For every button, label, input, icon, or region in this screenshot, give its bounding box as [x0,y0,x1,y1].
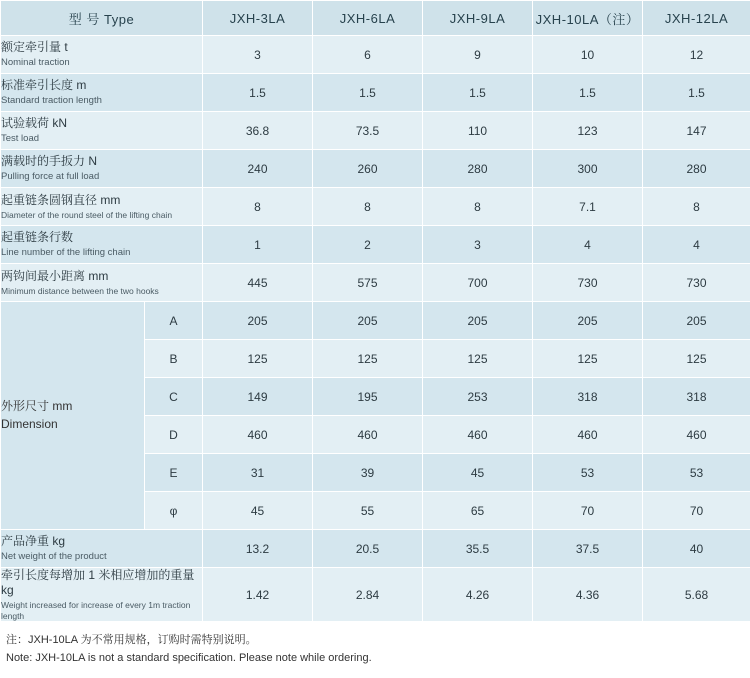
cell-value: 730 [643,264,750,302]
cell-value: 4 [643,226,750,264]
table-row [1,74,750,112]
row-label-en: Weight increased for increase of every 1m traction length [1,600,191,621]
cell-value: 260 [313,150,423,188]
cell-value: 13.2 [203,530,313,568]
cell-value: 205 [203,302,313,340]
cell-value: 730 [533,264,643,302]
row-label-en: Standard traction length [1,95,102,107]
row-label-en: Pulling force at full load [1,171,100,183]
cell-value: 4 [533,226,643,264]
cell-value: 8 [203,188,313,226]
cell-value: 205 [313,302,423,340]
cell-value: 12 [643,36,750,74]
cell-value: 53 [533,454,643,492]
table-row [1,264,750,302]
cell-value: 1.5 [533,74,643,112]
cell-value: 445 [203,264,313,302]
cell-value: 70 [533,492,643,530]
cell-value: 125 [203,340,313,378]
row-label-en: Minimum distance between the two hooks [1,285,159,296]
row-label-chain-steel-diameter [1,188,203,226]
cell-value: 65 [423,492,533,530]
header-column-2: JXH-9LA [423,1,533,36]
cell-value: 4.36 [533,568,643,622]
row-label-cn: 起重链条行数 [1,230,74,245]
cell-value: 70 [643,492,750,530]
dimension-sub-label: A [145,302,203,340]
dimension-sub-label: C [145,378,203,416]
cell-value: 205 [533,302,643,340]
row-label-en: Test load [1,133,40,145]
header-column-0: JXH-3LA [203,1,313,36]
row-label-cn: 牵引长度每增加 1 米相应增加的重量 kg [1,568,195,597]
row-label-net-weight [1,530,203,568]
header-column-1: JXH-6LA [313,1,423,36]
row-label-en: Net weight of the product [1,551,107,563]
row-label-en: Dimension [1,416,58,431]
cell-value: 205 [643,302,750,340]
row-label-cn: 起重链条圆钢直径 mm [1,192,121,207]
row-label-test-load [1,112,203,150]
cell-value: 3 [203,36,313,74]
cell-value: 5.68 [643,568,750,622]
cell-value: 700 [423,264,533,302]
table-row [1,112,750,150]
cell-value: 460 [643,416,750,454]
row-label-cn: 两钩间最小距离 mm [1,268,109,283]
header-type-label: 型 号 Type [1,1,203,36]
cell-value: 1.5 [203,74,313,112]
cell-value: 1.5 [313,74,423,112]
cell-value: 53 [643,454,750,492]
table-footnote [0,622,750,667]
dimension-sub-label: φ [145,492,203,530]
table-row [1,150,750,188]
cell-value: 318 [533,378,643,416]
cell-value: 2.84 [313,568,423,622]
cell-value: 20.5 [313,530,423,568]
dimension-sub-label: B [145,340,203,378]
cell-value: 240 [203,150,313,188]
cell-value: 253 [423,378,533,416]
table-row [1,188,750,226]
cell-value: 1.5 [423,74,533,112]
table-row [1,226,750,264]
row-label-en: Line number of the lifting chain [1,247,131,259]
row-label-en: Nominal traction [1,57,70,69]
cell-value: 1.42 [203,568,313,622]
row-label-en: Diameter of the round steel of the lifting chain [1,209,173,220]
cell-value: 39 [313,454,423,492]
cell-value: 10 [533,36,643,74]
table-row [1,530,750,568]
row-label-cn: 外形尺寸 mm [1,399,73,414]
cell-value: 45 [423,454,533,492]
cell-value: 460 [423,416,533,454]
row-label-cn: 产品净重 kg [1,534,66,549]
cell-value: 149 [203,378,313,416]
cell-value: 45 [203,492,313,530]
cell-value: 318 [643,378,750,416]
header-column-3: JXH-10LA（注） [533,1,643,36]
cell-value: 4.26 [423,568,533,622]
cell-value: 2 [313,226,423,264]
cell-value: 9 [423,36,533,74]
row-label-cn: 额定牵引量 t [1,40,68,55]
row-label-pulling-force [1,150,203,188]
cell-value: 73.5 [313,112,423,150]
cell-value: 460 [313,416,423,454]
cell-value: 3 [423,226,533,264]
row-label-cn: 标准牵引长度 m [1,78,87,93]
row-label-chain-line-number [1,226,203,264]
row-label-dimension [1,302,145,530]
row-label-min-hook-distance [1,264,203,302]
cell-value: 55 [313,492,423,530]
cell-value: 460 [203,416,313,454]
cell-value: 35.5 [423,530,533,568]
cell-value: 147 [643,112,750,150]
cell-value: 36.8 [203,112,313,150]
row-label-nominal-traction [1,36,203,74]
table-header-row [1,1,750,36]
cell-value: 1.5 [643,74,750,112]
dimension-sub-label: D [145,416,203,454]
row-label-weight-per-extra-meter [1,568,203,622]
cell-value: 8 [313,188,423,226]
row-label-cn: 满载时的手扳力 N [1,154,98,169]
cell-value: 37.5 [533,530,643,568]
cell-value: 31 [203,454,313,492]
footnote-cn: 注：JXH-10LA 为不常用规格，订购时需特别说明。 [6,634,257,647]
table-row-dimension-a [1,302,750,340]
cell-value: 8 [643,188,750,226]
cell-value: 1 [203,226,313,264]
cell-value: 125 [423,340,533,378]
cell-value: 123 [533,112,643,150]
table-row [1,36,750,74]
cell-value: 300 [533,150,643,188]
cell-value: 7.1 [533,188,643,226]
cell-value: 460 [533,416,643,454]
cell-value: 110 [423,112,533,150]
cell-value: 195 [313,378,423,416]
cell-value: 125 [643,340,750,378]
cell-value: 125 [313,340,423,378]
cell-value: 8 [423,188,533,226]
dimension-sub-label: E [145,454,203,492]
cell-value: 6 [313,36,423,74]
cell-value: 280 [423,150,533,188]
cell-value: 125 [533,340,643,378]
cell-value: 280 [643,150,750,188]
footnote-en: Note: JXH-10LA is not a standard specification. Please note while ordering. [6,651,372,664]
cell-value: 40 [643,530,750,568]
cell-value: 575 [313,264,423,302]
row-label-standard-traction-length [1,74,203,112]
row-label-cn: 试验载荷 kN [1,116,68,131]
table-row [1,568,750,622]
cell-value: 205 [423,302,533,340]
header-column-4: JXH-12LA [643,1,750,36]
